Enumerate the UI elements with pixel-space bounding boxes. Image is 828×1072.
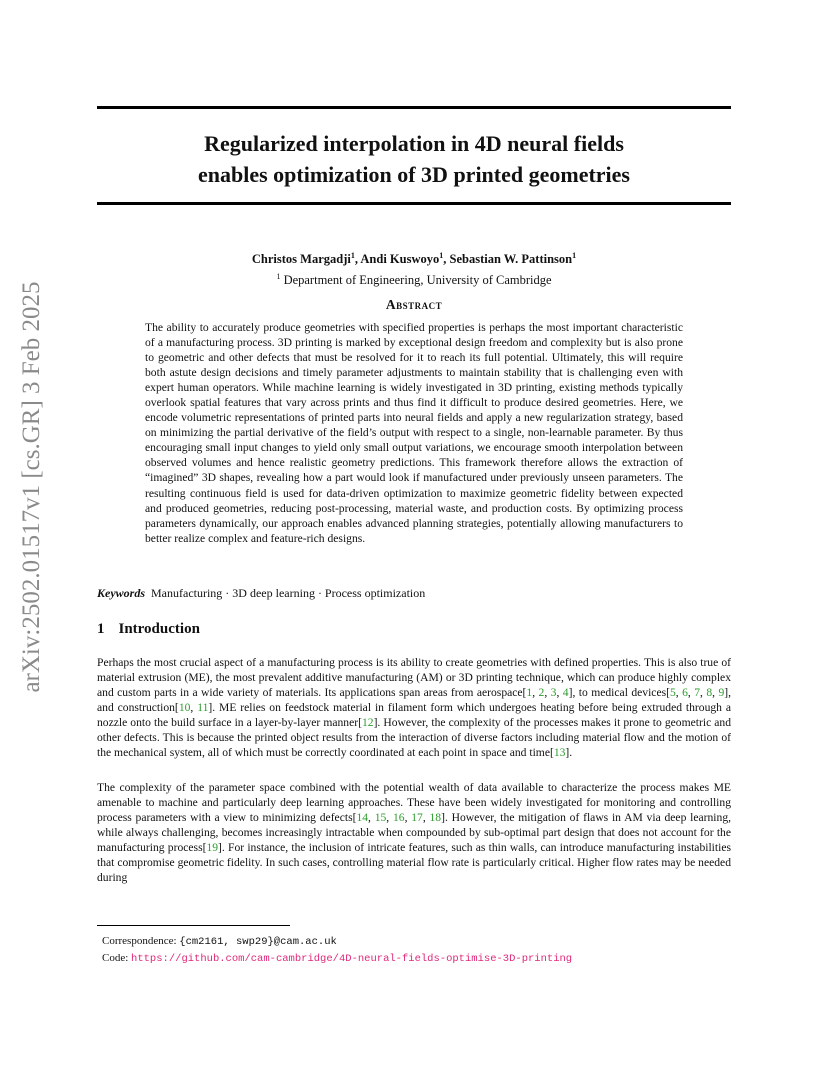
title-rule-bottom <box>97 202 731 205</box>
citation-link[interactable]: 10 <box>178 701 191 715</box>
citation-link[interactable]: 16 <box>392 811 405 825</box>
correspondence-label: Correspondence: <box>102 935 180 947</box>
paragraph-text: ]. However, the complexity of the processes makes it prone to geometric and other defects. This is because the printed object results from the interaction of diverse factors including material flow and the motion of the mechanical system, all of which must be correctly coordinated at each point in space and time[ <box>97 716 732 760</box>
footnote-correspondence <box>102 934 337 949</box>
citation-group: 1, 2, 3, 4 <box>526 686 569 700</box>
title-rule-top <box>97 106 731 109</box>
affiliation-mark: 1 <box>439 251 444 260</box>
citation-link[interactable]: 8 <box>706 686 713 700</box>
citation-link[interactable]: 9 <box>718 686 725 700</box>
citation-group: 10, 11 <box>178 701 209 715</box>
citation-link[interactable]: 12 <box>361 716 374 730</box>
keywords <box>97 586 731 601</box>
citation-link[interactable]: 17 <box>411 811 423 825</box>
paragraph-text: ], to medical devices[ <box>568 686 670 700</box>
citation-link[interactable]: 5 <box>669 686 676 700</box>
affiliation-text: Department of Engineering, University of Cambridge <box>283 273 552 288</box>
paragraph-text: ]. However, the mitigation of flaws in AM via deep learning, while always challenging, becomes increasingly intractable when compounded by sub-optimal part design that does not account for the manufacturing process[ <box>97 811 732 855</box>
author-1: Christos Margadji <box>251 252 351 267</box>
section-heading <box>97 621 200 638</box>
paragraph-text: ]. ME relies on feedstock material in filament form which undergoes heating before being extruded through a nozzle onto the build surface in a layer-by-layer manner[ <box>97 701 732 730</box>
citation-link[interactable]: 11 <box>197 701 209 715</box>
affiliation-mark: 1 <box>276 272 281 282</box>
paragraph-text: The complexity of the parameter space combined with the potential wealth of data available to characterize the process makes ME amenable to machine and particularly deep learning approaches. These have been widely investigated for monitoring and controlling process parameters with a view to minimizing defects[ <box>97 781 731 825</box>
affiliation <box>97 268 731 289</box>
author-2: Andi Kuswoyo <box>360 252 440 267</box>
paragraph-text: ]. <box>565 746 573 760</box>
paragraph-text: ], and construction[ <box>97 686 732 715</box>
abstract-text: The ability to accurately produce geometries with specified properties is perhaps the most important characteristic of a manufacturing process. 3D printing is marked by exceptional design freedom and complexity but is also prone to geometric and other defects that must be resolved for it to reach its full potential. Ultimately, this will require both astute design decisions and timely parameter adjustments to maintain stability that is challenging even with expert human operators. While machine learning is widely investigated in 3D printing, existing methods typically overlook spatial features that vary across prints and thus find it difficult to produce desired geometries. Here, we encode volumetric representations of printed parts into neural fields and apply a new regularization strategy, based on minimizing the partial derivative of the field’s output with respect to a single, non-learnable parameter. By thus encouraging small input changes to yield only small output variations, we encourage smooth interpolation between observed volumes and hence realistic geometry predictions. This framework therefore allows the extraction of “imagined” 3D shapes, revealing how a part would look if manufactured under previously unseen parameters. The resulting continuous field is used for data-driven optimization to maximize geometric fidelity between expected and produced geometries, reducing post-processing, material waste, and production costs. By optimizing process parameters dynamically, our approach enables advanced planning strategies, potentially allowing manufacturers to better realize complex and feature-rich designs. <box>145 321 683 545</box>
keywords-label: Keywords <box>97 586 145 600</box>
citation-group: 5, 6, 7, 8, 9 <box>669 686 725 700</box>
intro-paragraph-1 <box>97 655 731 760</box>
keywords-text: Manufacturing · 3D deep learning · Process optimization <box>151 586 426 600</box>
title-line-1: Regularized interpolation in 4D neural fields <box>204 131 624 156</box>
citation-link[interactable]: 18 <box>429 811 442 825</box>
author-block <box>97 247 731 289</box>
citation-link[interactable]: 7 <box>694 686 701 700</box>
paragraph-text: Perhaps the most crucial aspect of a manufacturing process is its ability to create geometries with defined properties. This is also true of material extrusion (ME), the most prevalent additive manufacturing (AM) or 3D printing technique, which can produce highly complex and custom parts in a wide variety of materials. Its applications span areas from aerospace[ <box>97 656 731 700</box>
citation-link[interactable]: 4 <box>562 686 569 700</box>
abstract-heading: Abstract <box>385 297 443 312</box>
citation-link[interactable]: 15 <box>374 811 387 825</box>
citation-link[interactable]: 19 <box>206 841 219 855</box>
intro-paragraph-2 <box>97 780 731 885</box>
section-number: 1 <box>97 621 105 637</box>
citation-link[interactable]: 2 <box>538 686 545 700</box>
correspondence-email[interactable]: {cm2161, swp29}@cam.ac.uk <box>179 936 337 948</box>
code-url-link[interactable]: https://github.com/cam-cambridge/4D-neural-fields-optimise-3D-printing <box>131 953 573 965</box>
author-separator: , <box>443 252 450 267</box>
code-label: Code: <box>102 952 132 964</box>
author-names <box>97 247 731 268</box>
citation-link[interactable]: 3 <box>550 686 557 700</box>
citation-link[interactable]: 1 <box>526 686 533 700</box>
title-line-2: enables optimization of 3D printed geometries <box>198 162 630 187</box>
section-title: Introduction <box>118 621 200 637</box>
citation-link[interactable]: 14 <box>356 811 369 825</box>
citation-link[interactable]: 6 <box>682 686 688 700</box>
citation-link[interactable]: 13 <box>553 746 566 760</box>
author-separator: , <box>354 252 361 267</box>
footnote-rule <box>97 925 290 926</box>
affiliation-mark: 1 <box>350 251 355 260</box>
author-3: Sebastian W. Pattinson <box>449 252 573 267</box>
paragraph-text: ]. For instance, the inclusion of intricate features, such as thin walls, can introduce manufacturing instabilities that compromise geometric fidelity. In such cases, controlling material flow rate is particularly critical. Higher flow rates may be needed during <box>97 841 732 885</box>
arxiv-stamp-text: arXiv:2502.01517v1 [cs.GR] 3 Feb 2025 <box>18 281 45 693</box>
paper-title <box>97 128 731 190</box>
arxiv-stamp <box>12 281 52 693</box>
citation-group: 14, 15, 16, 17, 18 <box>356 811 442 825</box>
footnote-code <box>102 951 572 966</box>
affiliation-mark: 1 <box>572 251 577 260</box>
